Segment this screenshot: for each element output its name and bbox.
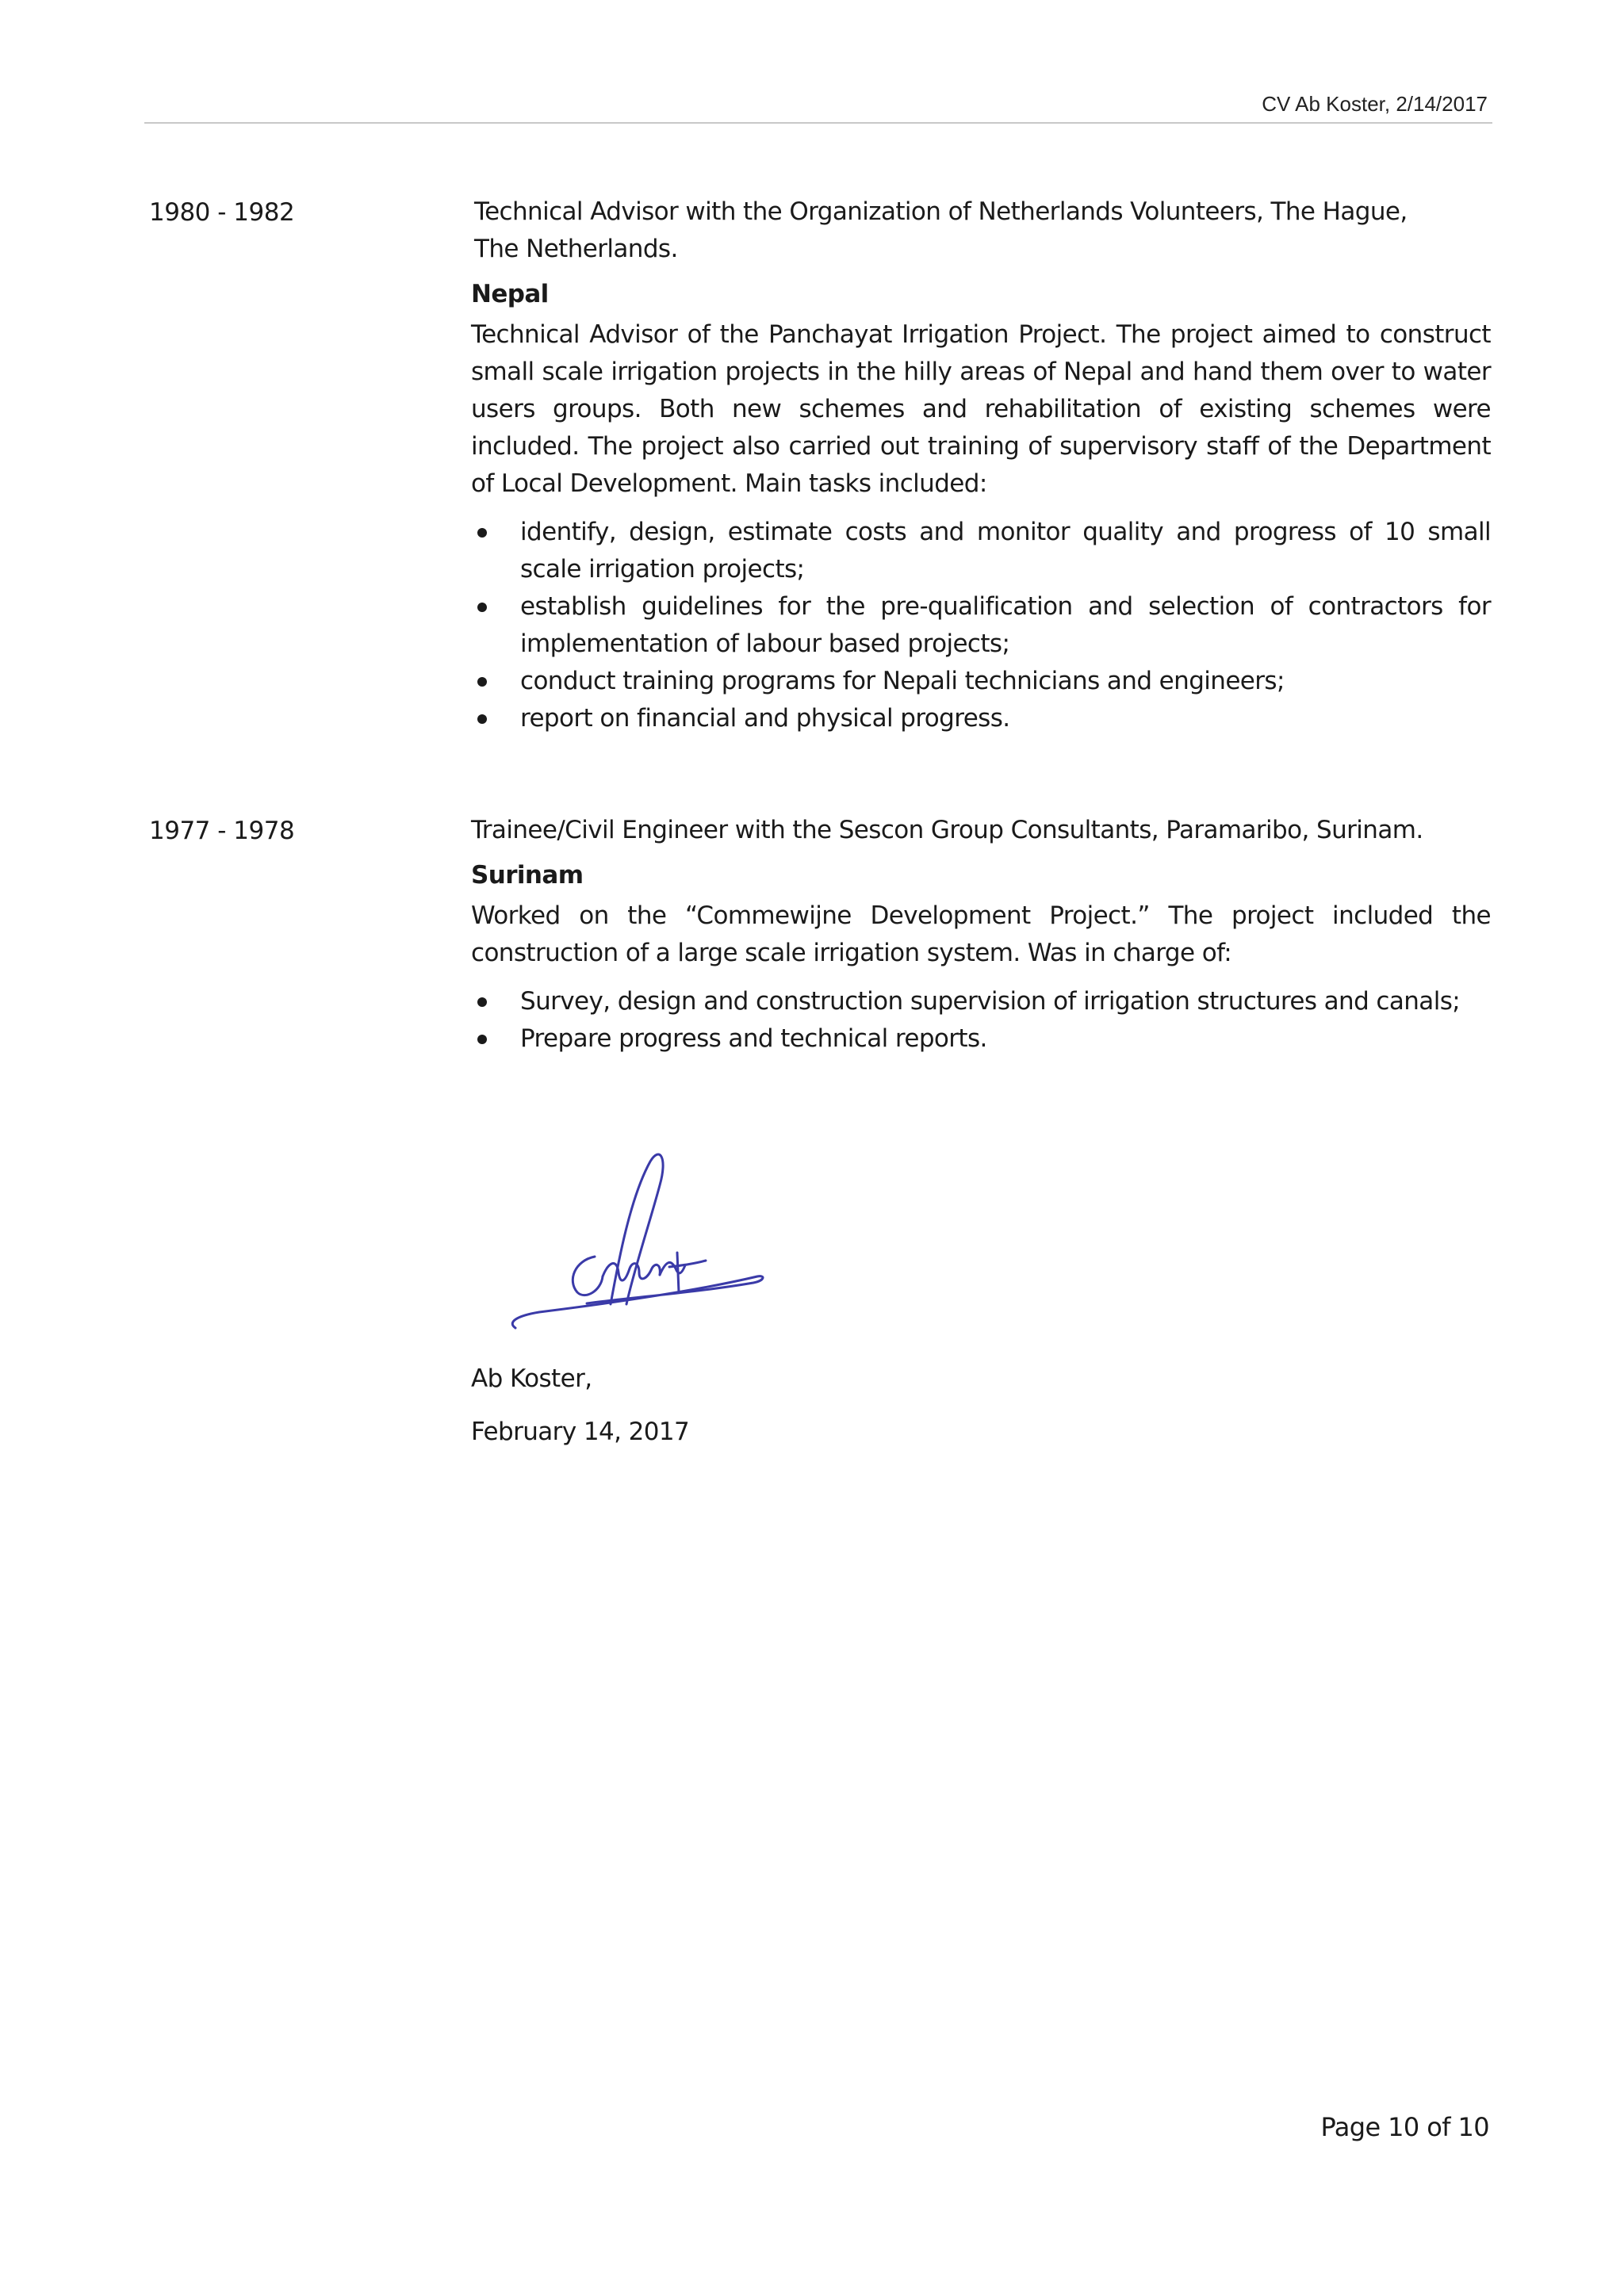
entry-description: Worked on the “Commewijne Development Project.” The project included the construction of a large scale irrigation system. Was in charge of:: [471, 901, 1491, 967]
page-number: Page 10 of 10: [1320, 2112, 1489, 2142]
list-item: [471, 514, 1491, 588]
list-item: [471, 588, 1491, 663]
entry-body: [471, 812, 1491, 1058]
entry-country: Surinam: [471, 861, 584, 890]
list-item: [471, 983, 1491, 1020]
list-item: [471, 700, 1491, 737]
entry-body: [471, 193, 1491, 737]
task-text: report on financial and physical progress.: [520, 704, 1010, 733]
task-list: [471, 514, 1491, 737]
handwritten-signature: [492, 1142, 793, 1332]
bullet-icon: [477, 997, 487, 1007]
bullet-icon: [477, 677, 487, 687]
list-item: [471, 663, 1491, 700]
entry-country: Nepal: [471, 280, 549, 308]
entry-period: 1980 - 1982: [149, 198, 295, 227]
bullet-icon: [477, 1035, 487, 1044]
bullet-icon: [477, 603, 487, 612]
page-header: [144, 82, 1492, 124]
task-text: identify, design, estimate costs and monitor quality and progress of 10 small scale irrigation projects;: [520, 518, 1491, 584]
entry-role: Trainee/Civil Engineer with the Sescon Group Consultants, Paramaribo, Surinam.: [471, 816, 1423, 844]
sign-off: [471, 1353, 689, 1459]
entry-description: Technical Advisor of the Panchayat Irrigation Project. The project aimed to construct small scale irrigation projects in the hilly areas of Nepal and hand them over to water users groups. Both new schemes and rehabilitation of existing schemes were included. The project also carried out training of supervisory staff of the Department of Local Development. Main tasks included:: [471, 320, 1491, 498]
bullet-icon: [477, 714, 487, 724]
task-list: [471, 983, 1491, 1058]
entry-period: 1977 - 1978: [149, 817, 295, 845]
sign-date: February 14, 2017: [471, 1418, 690, 1446]
list-item: [471, 1020, 1491, 1058]
entry-role: Technical Advisor with the Organization of Netherlands Volunteers, The Hague, The Netherlands.: [474, 197, 1408, 263]
task-text: Prepare progress and technical reports.: [520, 1024, 987, 1053]
signer-name: Ab Koster,: [471, 1364, 592, 1393]
task-text: Survey, design and construction supervision of irrigation structures and canals;: [520, 987, 1461, 1016]
bullet-icon: [477, 528, 487, 538]
task-text: establish guidelines for the pre-qualification and selection of contractors for implementation of labour based projects;: [520, 592, 1491, 658]
task-text: conduct training programs for Nepali technicians and engineers;: [520, 667, 1285, 695]
header-text: CV Ab Koster, 2/14/2017: [1262, 92, 1488, 116]
